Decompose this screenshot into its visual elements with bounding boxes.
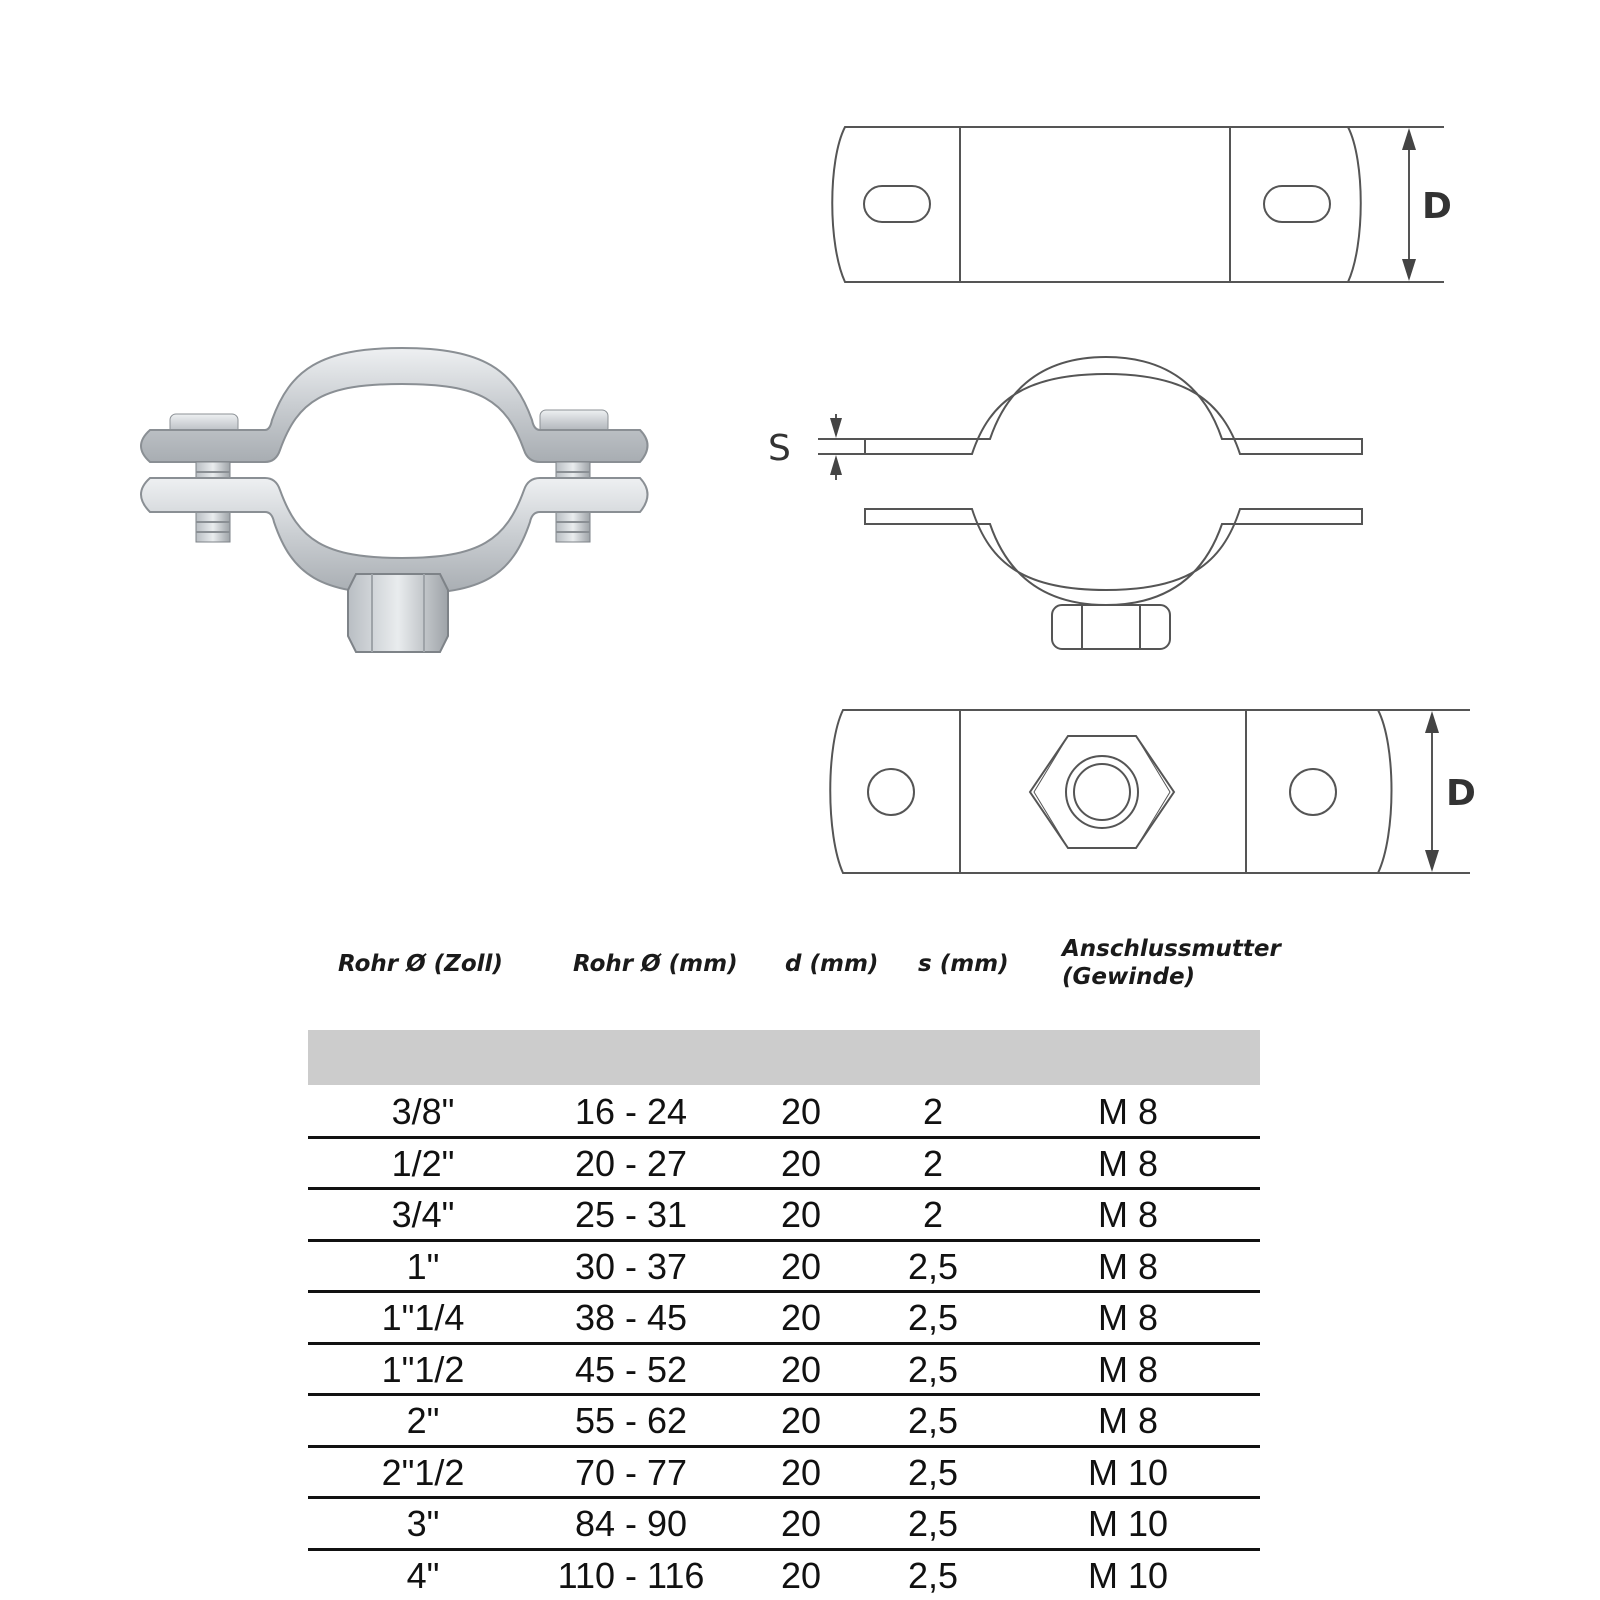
table-cell-s: 2,5 <box>907 1554 959 1596</box>
table-cell-zoll: 3" <box>406 1503 440 1544</box>
dimension-label-d-bottom: D <box>1446 773 1476 814</box>
table-row <box>308 1498 1260 1548</box>
header-rohr-zoll: Rohr Ø (Zoll) <box>338 951 503 977</box>
table-row <box>308 1138 1260 1188</box>
round-hole-left-icon <box>868 769 914 815</box>
table-cell-d: 20 <box>780 1554 822 1596</box>
side-view-lower-strap <box>865 509 1362 605</box>
header-rohr-mm: Rohr Ø (mm) <box>573 951 738 977</box>
table-row <box>308 1292 1260 1342</box>
dimension-label-s: S <box>768 428 791 469</box>
table-cell-mutter: M 10 <box>1087 1503 1169 1544</box>
table-cell-s: 2 <box>922 1142 944 1184</box>
table-cell-s: 2,5 <box>907 1245 959 1287</box>
table-cell-mm: 110 - 116 <box>557 1554 705 1596</box>
header-anschlussmutter: Anschlussmutter <box>1062 936 1281 962</box>
table-cell-d: 20 <box>780 1091 822 1132</box>
header-d-mm: d (mm) <box>785 951 879 977</box>
table-cell-mutter: M 8 <box>1097 1348 1158 1390</box>
slot-hole-left-icon <box>864 186 930 222</box>
table-row <box>308 1241 1260 1291</box>
table-cell-mutter: M 8 <box>1097 1245 1158 1287</box>
table-cell-d: 20 <box>780 1142 822 1184</box>
table-cell-d: 20 <box>780 1451 822 1493</box>
table-cell-zoll: 1/2" <box>391 1142 455 1184</box>
table-cell-s: 2,5 <box>907 1348 959 1390</box>
arrow-down-icon <box>1402 259 1416 281</box>
header-s-mm: s (mm) <box>918 951 1009 977</box>
arrow-down-icon <box>1425 850 1439 872</box>
table-cell-mutter: M 8 <box>1097 1194 1158 1235</box>
table-cell-zoll: 3/4" <box>391 1194 455 1235</box>
table-cell-d: 20 <box>780 1297 822 1338</box>
side-view-nut-icon <box>1052 605 1170 649</box>
round-hole-right-icon <box>1290 769 1336 815</box>
arrow-down-icon <box>830 418 842 438</box>
table-row <box>308 1395 1260 1445</box>
table-cell-zoll: 4" <box>406 1554 440 1596</box>
table-row <box>308 1447 1260 1497</box>
table-cell-zoll: 1"1/4 <box>381 1297 465 1338</box>
table-cell-s: 2,5 <box>907 1297 959 1338</box>
table-row <box>308 1550 1260 1600</box>
table-header-bar <box>308 1030 1260 1085</box>
table-cell-mm: 25 - 31 <box>574 1194 688 1235</box>
table-cell-zoll: 1" <box>406 1245 440 1287</box>
table-row <box>308 1189 1260 1239</box>
table-cell-s: 2 <box>922 1194 944 1235</box>
table-cell-mm: 45 - 52 <box>574 1348 688 1390</box>
table-cell-d: 20 <box>780 1503 822 1544</box>
table-cell-s: 2,5 <box>907 1503 959 1544</box>
table-cell-zoll: 2"1/2 <box>381 1451 465 1493</box>
arrow-up-icon <box>1402 128 1416 150</box>
table-cell-mm: 55 - 62 <box>574 1400 688 1441</box>
table-cell-mutter: M 8 <box>1097 1297 1158 1338</box>
side-view-upper-strap <box>865 357 1362 454</box>
table-cell-d: 20 <box>780 1400 822 1441</box>
table-cell-mm: 84 - 90 <box>574 1503 688 1544</box>
arrow-up-icon <box>1425 711 1439 733</box>
header-gewinde: (Gewinde) <box>1062 964 1196 990</box>
table-cell-mm: 38 - 45 <box>574 1297 688 1338</box>
table-cell-d: 20 <box>780 1245 822 1287</box>
table-cell-s: 2,5 <box>907 1451 959 1493</box>
table-cell-zoll: 2" <box>406 1400 440 1441</box>
table-cell-mm: 30 - 37 <box>574 1245 688 1287</box>
table-cell-mm: 70 - 77 <box>574 1451 688 1493</box>
table-cell-mm: 16 - 24 <box>574 1091 688 1132</box>
table-cell-zoll: 1"1/2 <box>381 1348 465 1390</box>
bottom-view-nut-icon <box>1030 736 1174 848</box>
table-cell-mutter: M 8 <box>1097 1400 1158 1441</box>
table-cell-d: 20 <box>780 1194 822 1235</box>
dimension-label-d-top: D <box>1422 186 1452 227</box>
table-cell-zoll: 3/8" <box>391 1091 455 1132</box>
top-view-outline <box>832 127 1361 282</box>
table-cell-s: 2 <box>922 1091 944 1132</box>
table-row <box>308 1344 1260 1394</box>
table-cell-mutter: M 10 <box>1087 1554 1169 1596</box>
table-row <box>308 1086 1260 1136</box>
table-cell-mutter: M 10 <box>1087 1451 1169 1493</box>
table-cell-mutter: M 8 <box>1097 1142 1158 1184</box>
table-cell-s: 2,5 <box>907 1400 959 1441</box>
table-cell-mm: 20 - 27 <box>574 1142 688 1184</box>
slot-hole-right-icon <box>1264 186 1330 222</box>
arrow-up-icon <box>830 455 842 475</box>
table-cell-mutter: M 8 <box>1097 1091 1158 1132</box>
table-cell-d: 20 <box>780 1348 822 1390</box>
